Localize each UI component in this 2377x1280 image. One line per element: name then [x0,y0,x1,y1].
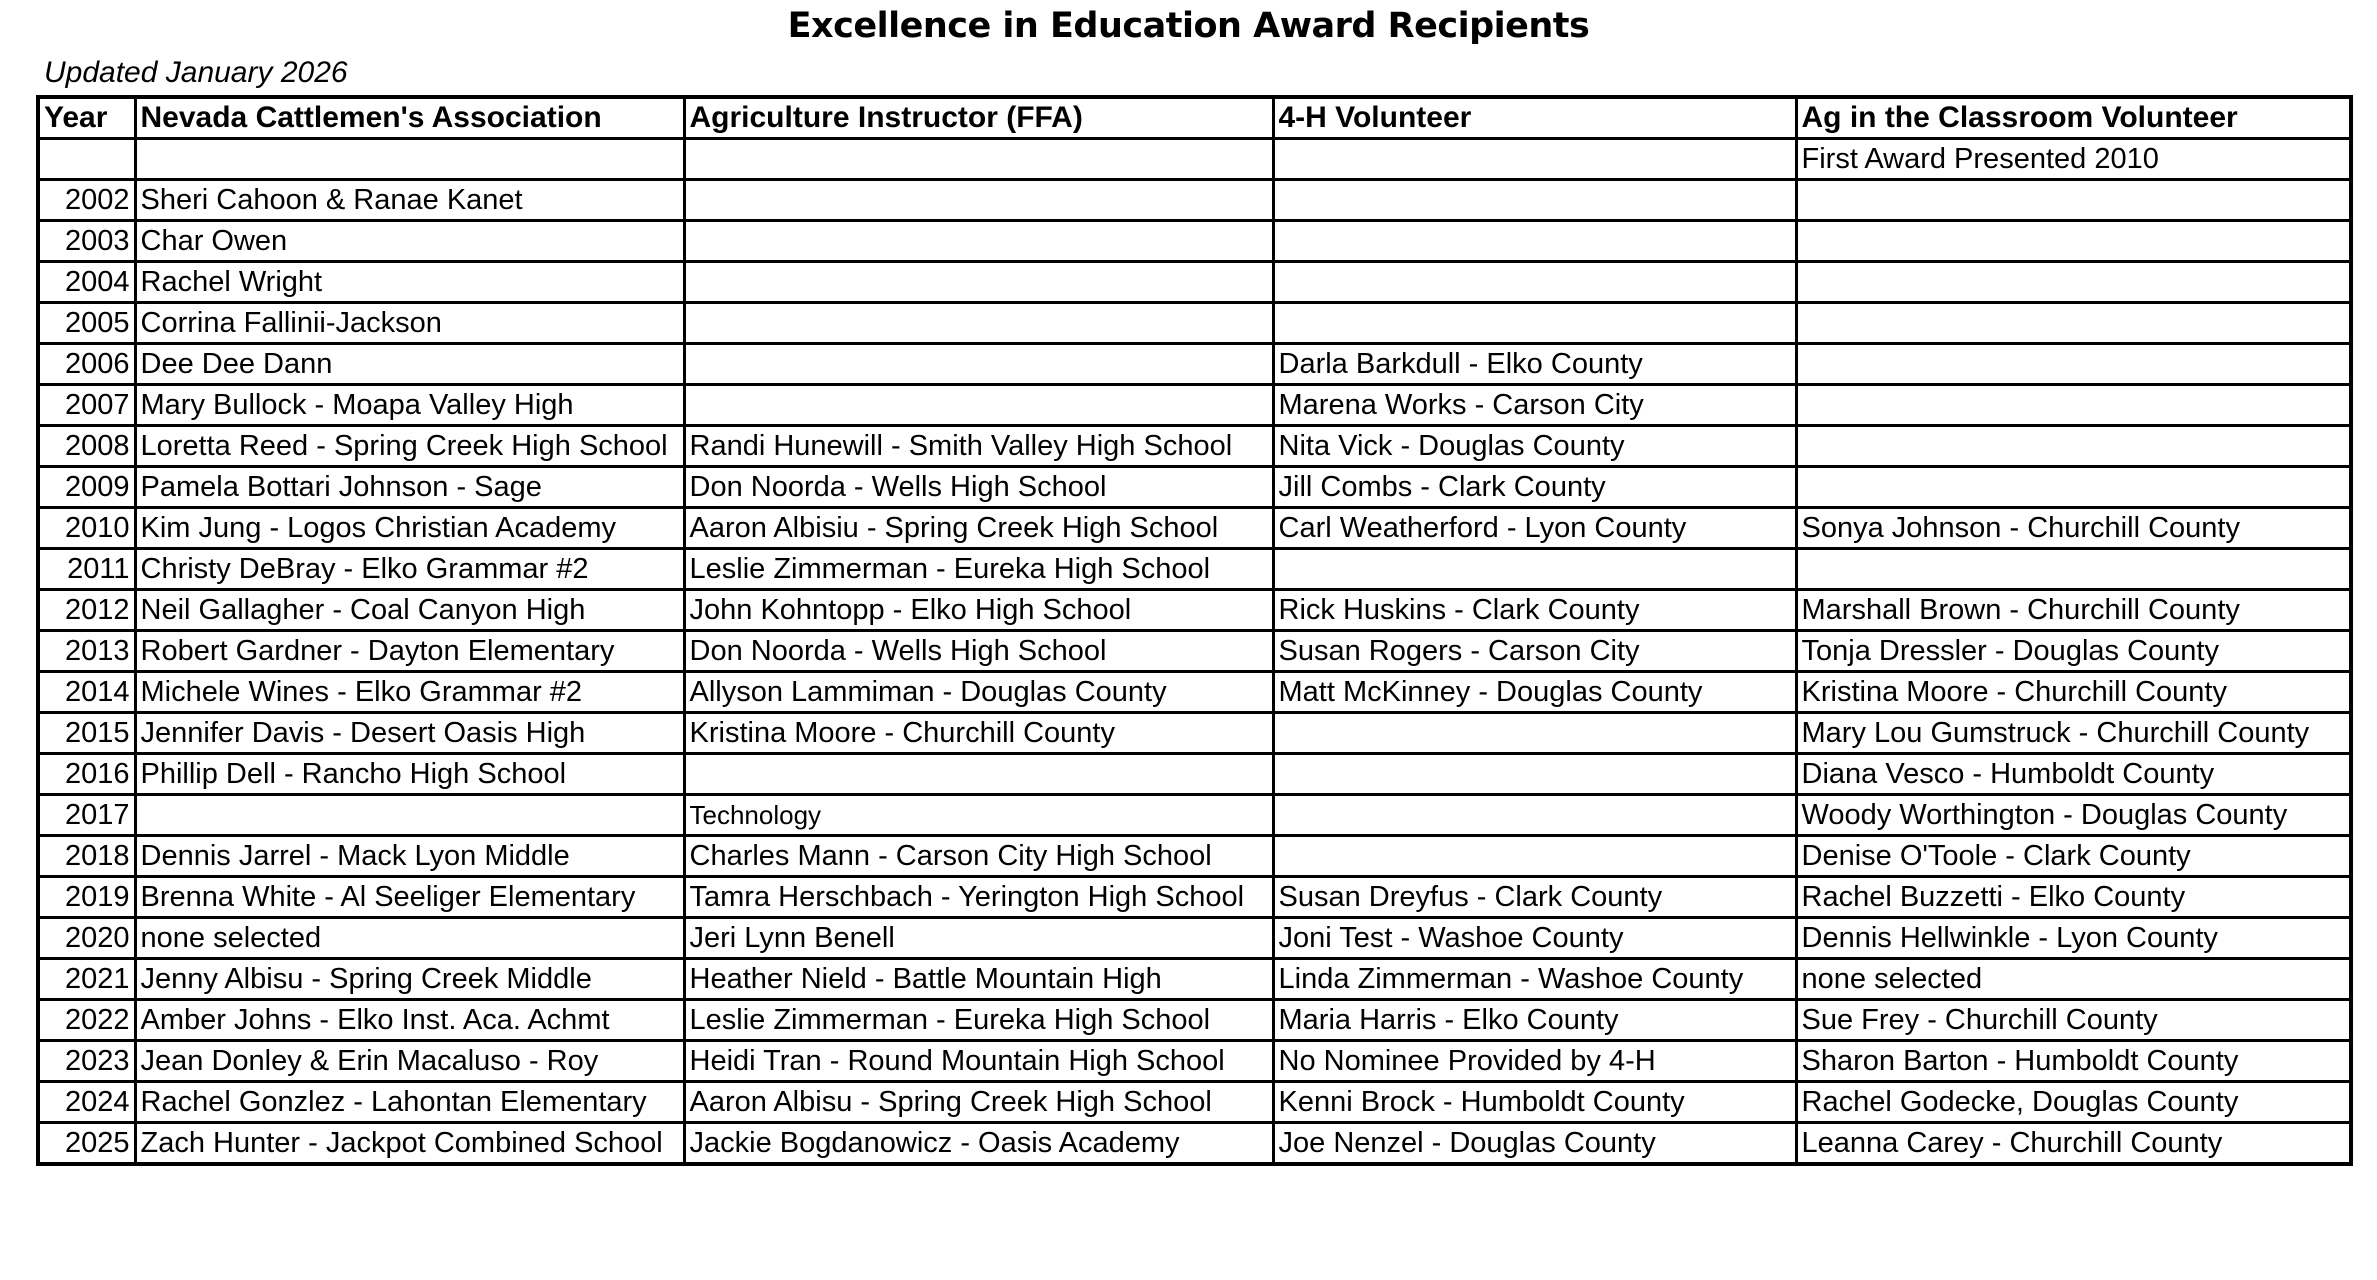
ag-instructor-cell: John Kohntopp - Elko High School [684,590,1273,631]
ag-instructor-cell: Randi Hunewill - Smith Valley High School [684,426,1273,467]
year-cell: 2020 [38,918,135,959]
year-cell: 2009 [38,467,135,508]
cattlemens-cell: Phillip Dell - Rancho High School [135,754,684,795]
ag-instructor-cell: Kristina Moore - Churchill County [684,713,1273,754]
header-year: Year [38,97,135,139]
4h-volunteer-cell: Carl Weatherford - Lyon County [1273,508,1796,549]
cattlemens-cell: Dennis Jarrel - Mack Lyon Middle [135,836,684,877]
table-row [38,1041,2351,1082]
table-row [38,631,2351,672]
ag-classroom-cell [1796,180,2351,221]
4h-volunteer-cell [1273,754,1796,795]
year-cell: 2006 [38,344,135,385]
cattlemens-cell: Christy DeBray - Elko Grammar #2 [135,549,684,590]
ag-classroom-cell: Mary Lou Gumstruck - Churchill County [1796,713,2351,754]
table-row [38,795,2351,836]
table-row [38,467,2351,508]
table-row [38,918,2351,959]
cattlemens-cell: Michele Wines - Elko Grammar #2 [135,672,684,713]
header-cattlemens: Nevada Cattlemen's Association [135,97,684,139]
ag-instructor-cell: Leslie Zimmerman - Eureka High School [684,549,1273,590]
4h-volunteer-cell [1273,139,1796,180]
table-row [38,713,2351,754]
ag-instructor-cell: Don Noorda - Wells High School [684,467,1273,508]
table-row [38,303,2351,344]
table-row [38,1000,2351,1041]
ag-classroom-cell: Kristina Moore - Churchill County [1796,672,2351,713]
cattlemens-cell [135,795,684,836]
4h-volunteer-cell: Joe Nenzel - Douglas County [1273,1123,1796,1165]
page-title: Excellence in Education Award Recipients [787,6,1590,46]
year-cell: 2018 [38,836,135,877]
year-cell: 2025 [38,1123,135,1165]
ag-classroom-cell [1796,303,2351,344]
cattlemens-cell: Amber Johns - Elko Inst. Aca. Achmt [135,1000,684,1041]
cattlemens-cell: Pamela Bottari Johnson - Sage [135,467,684,508]
ag-classroom-cell: Rachel Buzzetti - Elko County [1796,877,2351,918]
4h-volunteer-cell: Kenni Brock - Humboldt County [1273,1082,1796,1123]
updated-date: Updated January 2026 [44,56,348,89]
table-row [38,344,2351,385]
4h-volunteer-cell [1273,713,1796,754]
ag-classroom-cell [1796,344,2351,385]
ag-classroom-cell: First Award Presented 2010 [1796,139,2351,180]
ag-instructor-cell: Heidi Tran - Round Mountain High School [684,1041,1273,1082]
ag-classroom-cell: Leanna Carey - Churchill County [1796,1123,2351,1165]
ag-classroom-cell [1796,426,2351,467]
ag-classroom-cell: Rachel Godecke, Douglas County [1796,1082,2351,1123]
year-cell: 2005 [38,303,135,344]
4h-volunteer-cell [1273,303,1796,344]
year-cell: 2024 [38,1082,135,1123]
ag-instructor-cell [684,385,1273,426]
ag-instructor-cell: Aaron Albisu - Spring Creek High School [684,1082,1273,1123]
cattlemens-cell: Jennifer Davis - Desert Oasis High [135,713,684,754]
ag-instructor-cell [684,303,1273,344]
header-ag-instructor: Agriculture Instructor (FFA) [684,97,1273,139]
year-cell: 2015 [38,713,135,754]
cattlemens-cell: Neil Gallagher - Coal Canyon High [135,590,684,631]
cattlemens-cell: none selected [135,918,684,959]
ag-instructor-cell: Technology [684,795,1273,836]
ag-classroom-cell: Sue Frey - Churchill County [1796,1000,2351,1041]
ag-instructor-cell [684,139,1273,180]
ag-instructor-cell [684,262,1273,303]
year-cell: 2004 [38,262,135,303]
table-row [38,877,2351,918]
4h-volunteer-cell [1273,549,1796,590]
cattlemens-cell: Rachel Gonzlez - Lahontan Elementary [135,1082,684,1123]
cattlemens-cell: Brenna White - Al Seeliger Elementary [135,877,684,918]
ag-instructor-cell: Charles Mann - Carson City High School [684,836,1273,877]
cattlemens-cell: Loretta Reed - Spring Creek High School [135,426,684,467]
ag-classroom-cell: Marshall Brown - Churchill County [1796,590,2351,631]
ag-classroom-cell: none selected [1796,959,2351,1000]
table-row [38,385,2351,426]
ag-instructor-cell: Aaron Albisiu - Spring Creek High School [684,508,1273,549]
year-cell: 2013 [38,631,135,672]
ag-classroom-cell: Denise O'Toole - Clark County [1796,836,2351,877]
table-row [38,1082,2351,1123]
table-row [38,590,2351,631]
4h-volunteer-cell [1273,836,1796,877]
year-cell: 2014 [38,672,135,713]
ag-instructor-cell: Leslie Zimmerman - Eureka High School [684,1000,1273,1041]
4h-volunteer-cell [1273,221,1796,262]
4h-volunteer-cell: Matt McKinney - Douglas County [1273,672,1796,713]
cattlemens-cell: Jean Donley & Erin Macaluso - Roy [135,1041,684,1082]
ag-instructor-cell [684,754,1273,795]
4h-volunteer-cell [1273,795,1796,836]
ag-instructor-cell: Allyson Lammiman - Douglas County [684,672,1273,713]
table-row [38,426,2351,467]
ag-instructor-cell: Jeri Lynn Benell [684,918,1273,959]
table-header-row [38,97,2351,139]
table-row [38,672,2351,713]
ag-instructor-cell: Jackie Bogdanowicz - Oasis Academy [684,1123,1273,1165]
ag-classroom-cell: Woody Worthington - Douglas County [1796,795,2351,836]
4h-volunteer-cell: Nita Vick - Douglas County [1273,426,1796,467]
4h-volunteer-cell [1273,262,1796,303]
year-cell: 2022 [38,1000,135,1041]
year-cell: 2023 [38,1041,135,1082]
4h-volunteer-cell: Jill Combs - Clark County [1273,467,1796,508]
year-cell: 2007 [38,385,135,426]
year-cell: 2016 [38,754,135,795]
cattlemens-cell: Sheri Cahoon & Ranae Kanet [135,180,684,221]
year-cell: 2012 [38,590,135,631]
cattlemens-cell: Char Owen [135,221,684,262]
ag-classroom-cell: Tonja Dressler - Douglas County [1796,631,2351,672]
table-row [38,754,2351,795]
4h-volunteer-cell [1273,180,1796,221]
table-row [38,180,2351,221]
ag-classroom-cell: Diana Vesco - Humboldt County [1796,754,2351,795]
ag-instructor-cell: Heather Nield - Battle Mountain High [684,959,1273,1000]
ag-classroom-cell [1796,221,2351,262]
ag-instructor-cell: Don Noorda - Wells High School [684,631,1273,672]
ag-instructor-cell: Tamra Herschbach - Yerington High School [684,877,1273,918]
4h-volunteer-cell: Joni Test - Washoe County [1273,918,1796,959]
award-recipients-table [36,95,2353,1166]
cattlemens-cell: Jenny Albisu - Spring Creek Middle [135,959,684,1000]
table-row [38,1123,2351,1165]
table-row [38,139,2351,180]
header-ag-classroom: Ag in the Classroom Volunteer [1796,97,2351,139]
cattlemens-cell: Zach Hunter - Jackpot Combined School [135,1123,684,1165]
year-cell: 2019 [38,877,135,918]
year-cell: 2021 [38,959,135,1000]
year-cell: 2003 [38,221,135,262]
year-cell: 2017 [38,795,135,836]
4h-volunteer-cell: Susan Dreyfus - Clark County [1273,877,1796,918]
table-body [38,139,2351,1165]
4h-volunteer-cell: Maria Harris - Elko County [1273,1000,1796,1041]
year-cell: 2010 [38,508,135,549]
ag-classroom-cell [1796,385,2351,426]
ag-classroom-cell [1796,549,2351,590]
cattlemens-cell: Dee Dee Dann [135,344,684,385]
ag-classroom-cell: Sharon Barton - Humboldt County [1796,1041,2351,1082]
table-row [38,508,2351,549]
table-row [38,221,2351,262]
ag-instructor-cell [684,180,1273,221]
ag-classroom-cell: Dennis Hellwinkle - Lyon County [1796,918,2351,959]
year-cell: 2002 [38,180,135,221]
table-row [38,262,2351,303]
4h-volunteer-cell: Darla Barkdull - Elko County [1273,344,1796,385]
ag-instructor-cell [684,221,1273,262]
4h-volunteer-cell: Linda Zimmerman - Washoe County [1273,959,1796,1000]
cattlemens-cell [135,139,684,180]
4h-volunteer-cell: Rick Huskins - Clark County [1273,590,1796,631]
year-cell: 2008 [38,426,135,467]
cattlemens-cell: Kim Jung - Logos Christian Academy [135,508,684,549]
cattlemens-cell: Robert Gardner - Dayton Elementary [135,631,684,672]
cattlemens-cell: Corrina Fallinii-Jackson [135,303,684,344]
year-cell: 2011 [38,549,135,590]
table-row [38,959,2351,1000]
table-row [38,549,2351,590]
4h-volunteer-cell: Marena Works - Carson City [1273,385,1796,426]
header-4h-volunteer: 4-H Volunteer [1273,97,1796,139]
ag-instructor-cell [684,344,1273,385]
table-row [38,836,2351,877]
cattlemens-cell: Mary Bullock - Moapa Valley High [135,385,684,426]
year-cell [38,139,135,180]
ag-classroom-cell [1796,467,2351,508]
4h-volunteer-cell: Susan Rogers - Carson City [1273,631,1796,672]
ag-classroom-cell [1796,262,2351,303]
ag-classroom-cell: Sonya Johnson - Churchill County [1796,508,2351,549]
cattlemens-cell: Rachel Wright [135,262,684,303]
4h-volunteer-cell: No Nominee Provided by 4-H [1273,1041,1796,1082]
